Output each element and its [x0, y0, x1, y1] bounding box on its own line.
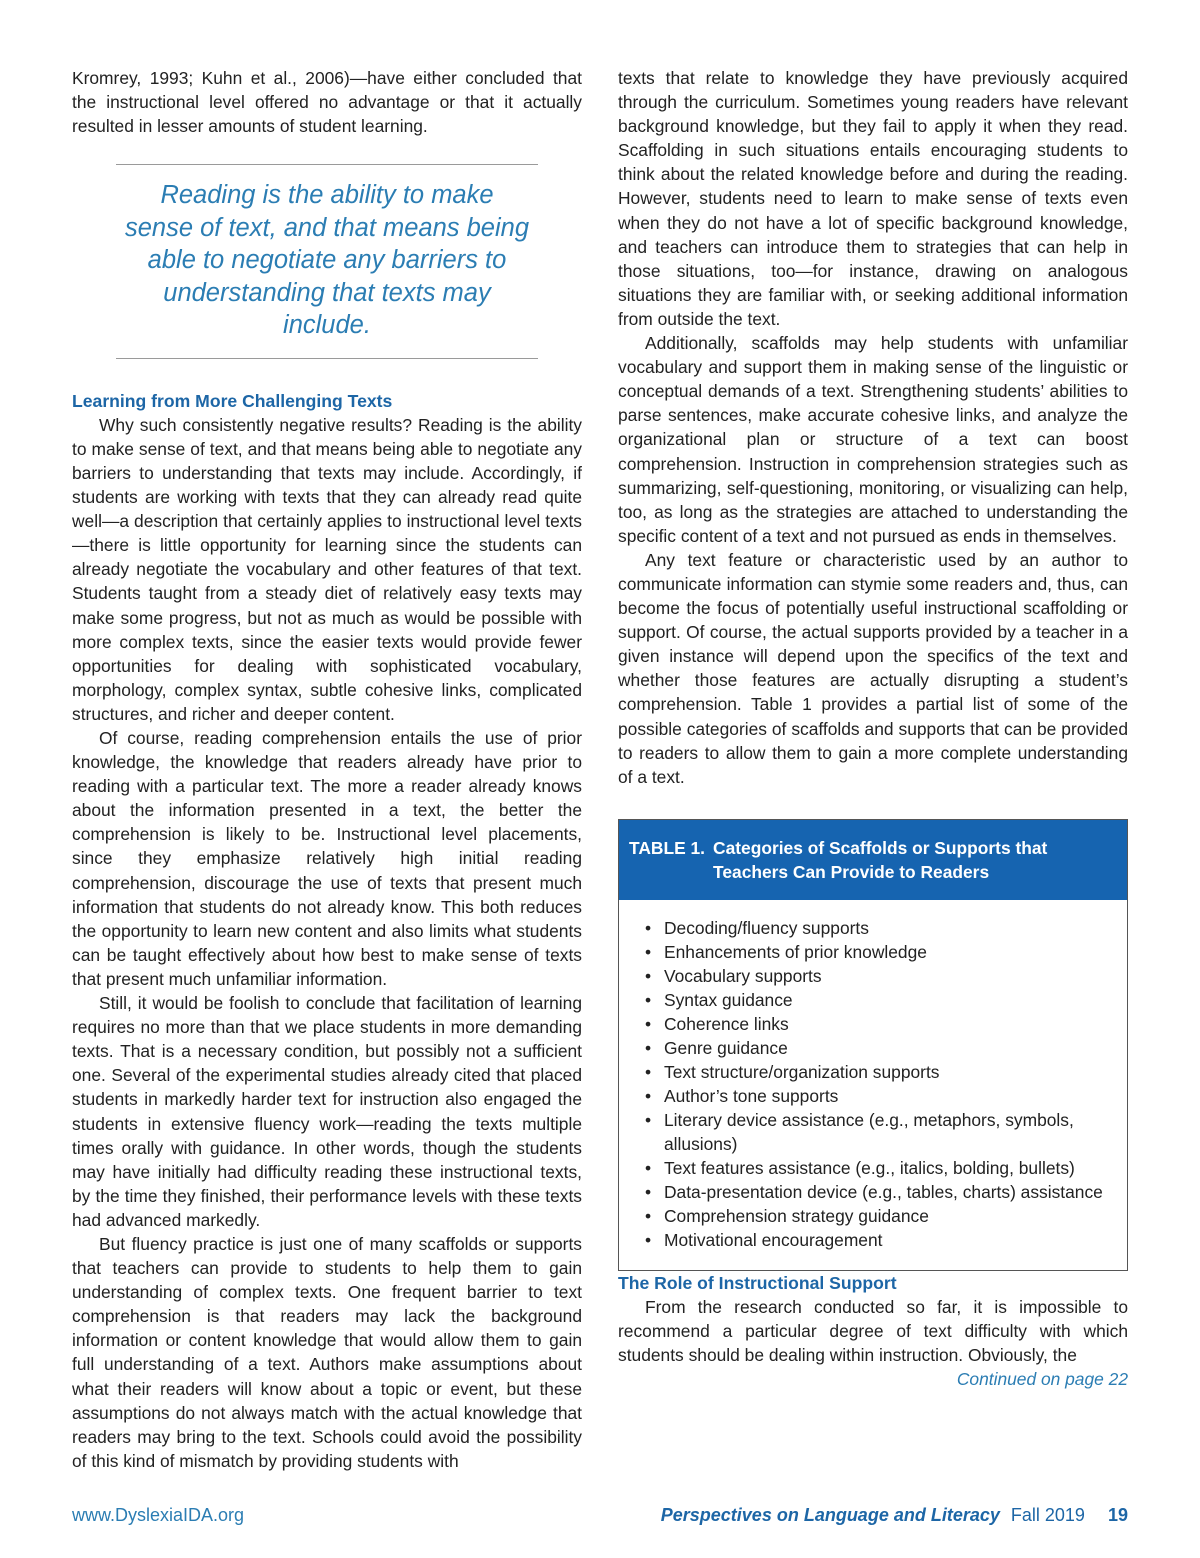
list-item: • Comprehension strategy guidance [645, 1204, 1107, 1228]
body-paragraph: Still, it would be foolish to conclude that facilitation of learning requires no more than that we place students in more demanding texts. That is a necessary condition, but possibly not a sufficient one. Several of the experimental studies already cited that placed students in markedly harder text for instruction also engaged the students in extensive fluency work—reading the texts multiple times orally with guidance. In other words, though the students may have initially had difficulty reading these instructional texts, by the time they finished, their performance levels with these texts had advanced markedly. [72, 993, 582, 1230]
list-item: • Data-presentation device (e.g., tables, charts) assistance [645, 1180, 1107, 1204]
list-item: • Vocabulary supports [645, 964, 1107, 988]
footer-publication [661, 1502, 1128, 1528]
table-1 [618, 819, 1128, 1271]
journal-title: Perspectives on Language and Literacy [660, 1505, 1000, 1525]
list-item: • Text structure/organization supports [645, 1060, 1107, 1084]
pull-quote-line: understanding that texts may include. [163, 278, 491, 340]
list-item: • Motivational encouragement [645, 1228, 1107, 1252]
table-1-list [645, 916, 1107, 1252]
list-item: • Genre guidance [645, 1036, 1107, 1060]
pull-quote [116, 164, 538, 359]
right-column [618, 66, 1128, 1391]
table-1-header [619, 820, 1127, 900]
list-item: • Syntax guidance [645, 988, 1107, 1012]
page-footer [72, 1502, 1128, 1528]
section-heading: The Role of Instructional Support [618, 1272, 897, 1293]
list-item: • Literary device assistance (e.g., metaphors, symbols, allusions) [645, 1108, 1107, 1156]
list-item: • Author’s tone supports [645, 1084, 1107, 1108]
list-item: • Decoding/fluency supports [645, 916, 1107, 940]
pull-quote-line: sense of text, and that means being [124, 213, 529, 242]
body-paragraph: Why such consistently negative results? Reading is the ability to make sense of text, and that means being able to negotiate any barriers to understanding that texts may include. Accordingly, if students are working with texts that they can already read quite well—a description that certainly applies to instructional level texts—there is little opportunity for learning since the students can already negotiate the vocabulary and other features of that text. Students taught from a steady diet of relatively easy texts may make some progress, but not as much as would be possible with more complex texts, since the easier texts would provide fewer opportunities for dealing with sophisticated vocabulary, morphology, complex syntax, subtle cohesive links, complicated structures, and richer and deeper content. [72, 414, 582, 724]
table-1-body [619, 900, 1127, 1270]
list-item: • Enhancements of prior knowledge [645, 940, 1107, 964]
body-paragraph: Of course, reading comprehension entails the use of prior knowledge, the knowledge that readers already have prior to reading with a particular text. The more a reader already knows about the information presented in a text, the better the comprehension is likely to be. Instructional level placements, since they emphasize relatively high initial reading comprehension, discourage the use of texts that present much information that students do not already know. This both reduces the opportunity to learn new content and also limits what students can be taught effectively about how best to make sense of texts that present much unfamiliar information. [72, 728, 582, 989]
pull-quote-line: able to negotiate any barriers to [147, 246, 507, 275]
pull-quote-line: Reading is the ability to make [160, 181, 494, 210]
section-heading: Learning from More Challenging Texts [72, 390, 393, 411]
page-number: 19 [1107, 1505, 1128, 1525]
list-item: • Text features assistance (e.g., italics, bolding, bullets) [645, 1156, 1107, 1180]
body-paragraph: Additionally, scaffolds may help students with unfamiliar vocabulary and support them in making sense of the linguistic or conceptual demands of a text. Strengthening students’ abilities to parse sentences, make accurate cohesive links, and analyze the organizational plan or structure of a text can boost comprehension. Instruction in comprehension strategies such as summarizing, self-questioning, monitoring, or visualizing can help, too, as long as the strategies are attached to understanding the specific content of a text and not pursued as ends in themselves. [618, 333, 1128, 546]
continued-paragraph: texts that relate to knowledge they have previously acquired through the curriculum. Sometimes young readers have relevant background knowledge, but they fail to apply it when they read. Scaffolding in such situations entails encouraging students to think about the related knowledge before and during the reading. However, students need to learn to make sense of texts even when they do not have a lot of specific background knowledge, and teachers can introduce them to strategies that can help in those situations, too—for instance, drawing on analogous situations they are familiar with, or seeking additional information from outside the text. [618, 68, 1128, 329]
table-1-title: Categories of Scaffolds or Supports that Teachers Can Provide to Readers [713, 837, 1048, 882]
continued-link[interactable]: Continued on page 22 [956, 1369, 1128, 1390]
table-1-label: TABLE 1. [629, 837, 706, 858]
footer-url-link[interactable]: www.DyslexiaIDA.org [72, 1505, 245, 1525]
list-item: • Coherence links [645, 1012, 1107, 1036]
body-paragraph: From the research conducted so far, it is impossible to recommend a particular degree of text difficulty with which students should be dealing within instruction. Obviously, the [618, 1296, 1128, 1365]
issue-label: Fall 2019 [1010, 1505, 1085, 1525]
left-column [72, 66, 582, 1473]
body-paragraph: But fluency practice is just one of many scaffolds or supports that teachers can provide to students to help them to gain understanding of complex texts. One frequent barrier to text comprehension is that readers may lack the background information or content knowledge that would allow them to gain full understanding of a text. Authors make assumptions about what their readers will know about a topic or event, but these assumptions do not always match with the actual knowledge that readers may bring to the text. Schools could avoid the possibility of this kind of mismatch by providing students with [72, 1233, 582, 1471]
body-paragraph: Any text feature or characteristic used by an author to communicate information can stymie some readers and, thus, can become the focus of potentially useful instructional scaffolding or support. Of course, the actual supports provided by a teacher in a given instance will depend upon the specifics of the text and whether those features are actually disrupting a student’s comprehension. Table 1 provides a partial list of some of the possible categories of scaffolds and supports that can be provided to readers to allow them to gain a more complete understanding of a text. [618, 549, 1128, 787]
intro-paragraph: Kromrey, 1993; Kuhn et al., 2006)—have either concluded that the instructional level offered no advantage or that it actually resulted in lesser amounts of student learning. [72, 68, 582, 137]
